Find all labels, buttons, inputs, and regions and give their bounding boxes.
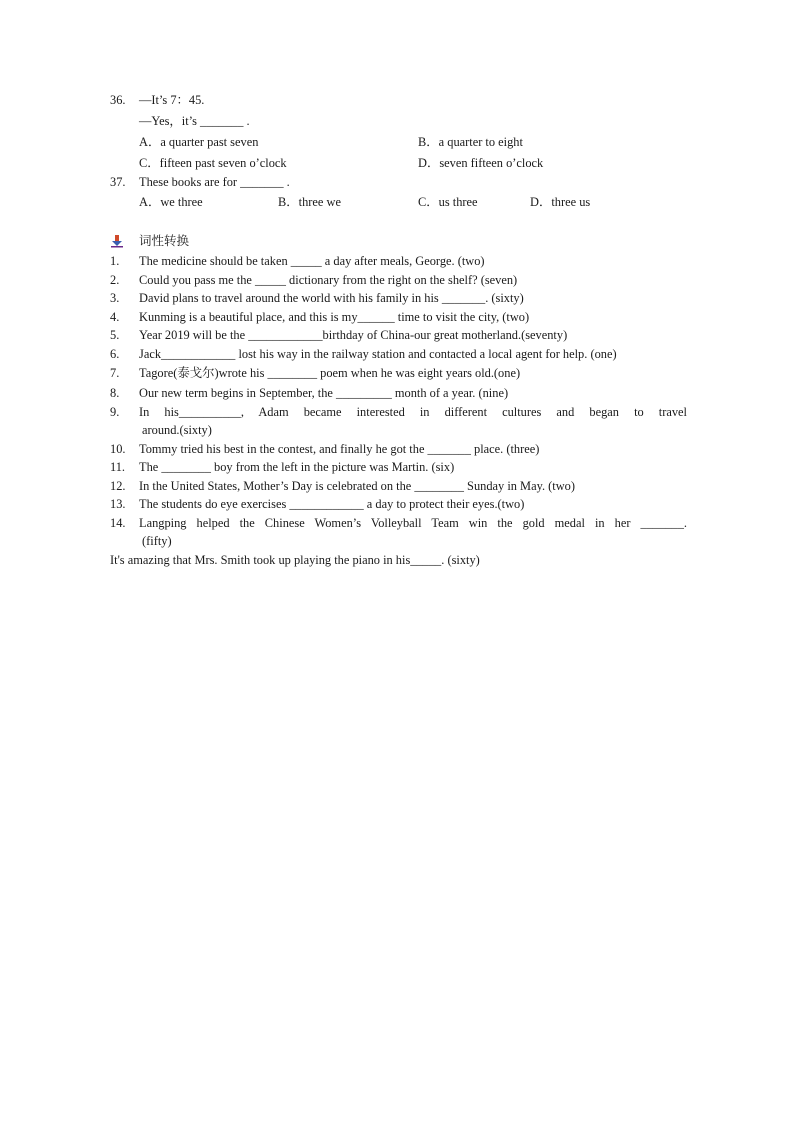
item-number: 3. <box>110 291 120 305</box>
item-text-continuation: around.(sixty) <box>142 423 212 437</box>
item-number: 11. <box>110 460 126 474</box>
item-number: 6. <box>110 347 120 361</box>
question-line: —It’s 7：45. <box>139 93 205 107</box>
item-text: Jack____________ lost his way in the railway station and contacted a local agent for help. (one) <box>139 347 617 361</box>
item-text: Year 2019 will be the ____________birthday of China-our great motherland.(seventy) <box>139 328 568 342</box>
item-number: 9. <box>110 405 120 419</box>
item-text: In his__________, Adam became interested in different cultures and began to travel <box>139 405 687 419</box>
item-text: Tommy tried his best in the contest, and finally he got the _______ place. (three) <box>139 442 540 456</box>
item-number: 1. <box>110 254 120 268</box>
item-text: Could you pass me the _____ dictionary from the right on the shelf? (seven) <box>139 273 518 287</box>
option-c: C．fifteen past seven o’clock <box>139 156 287 170</box>
final-sentence: It's amazing that Mrs. Smith took up playing the piano in his_____. (sixty) <box>110 553 480 567</box>
item-number: 12. <box>110 479 126 493</box>
section-title: 词性转换 <box>139 233 190 248</box>
item-text: Kunming is a beautiful place, and this is my______ time to visit the city, (two) <box>139 310 530 324</box>
item-text: In the United States, Mother’s Day is celebrated on the ________ Sunday in May. (two) <box>139 479 575 493</box>
item-number: 14. <box>110 516 126 530</box>
question-number: 37. <box>110 175 126 189</box>
item-text-continuation: (fifty) <box>142 534 172 548</box>
item-number: 2. <box>110 273 120 287</box>
option-b: B．a quarter to eight <box>418 135 523 149</box>
item-text: The students do eye exercises ____________ a day to protect their eyes.(two) <box>139 497 525 511</box>
option-c: C．us three <box>418 195 478 209</box>
arrow-down-icon <box>110 234 124 248</box>
item-text: Langping helped the Chinese Women’s Volleyball Team win the gold medal in her _______. <box>139 516 687 530</box>
option-a: A．we three <box>139 195 203 209</box>
option-d: D．three us <box>530 195 591 209</box>
question-line: These books are for _______ . <box>139 175 290 189</box>
item-number: 5. <box>110 328 120 342</box>
item-text: The medicine should be taken _____ a day after meals, George. (two) <box>139 254 485 268</box>
item-number: 7. <box>110 366 120 380</box>
item-number: 8. <box>110 386 120 400</box>
item-number: 4. <box>110 310 120 324</box>
option-b: B．three we <box>278 195 341 209</box>
question-number: 36. <box>110 93 126 107</box>
item-text: David plans to travel around the world with his family in his _______. (sixty) <box>139 291 524 305</box>
option-a: A．a quarter past seven <box>139 135 259 149</box>
option-d: D．seven fifteen o’clock <box>418 156 544 170</box>
item-number: 10. <box>110 442 126 456</box>
item-number: 13. <box>110 497 126 511</box>
item-text: The ________ boy from the left in the picture was Martin. (six) <box>139 460 455 474</box>
item-text: Tagore(泰戈尔)wrote his ________ poem when he was eight years old.(one) <box>139 366 521 380</box>
question-line: —Yes，it’s _______ . <box>139 114 250 128</box>
item-text: Our new term begins in September, the _________ month of a year. (nine) <box>139 386 509 400</box>
